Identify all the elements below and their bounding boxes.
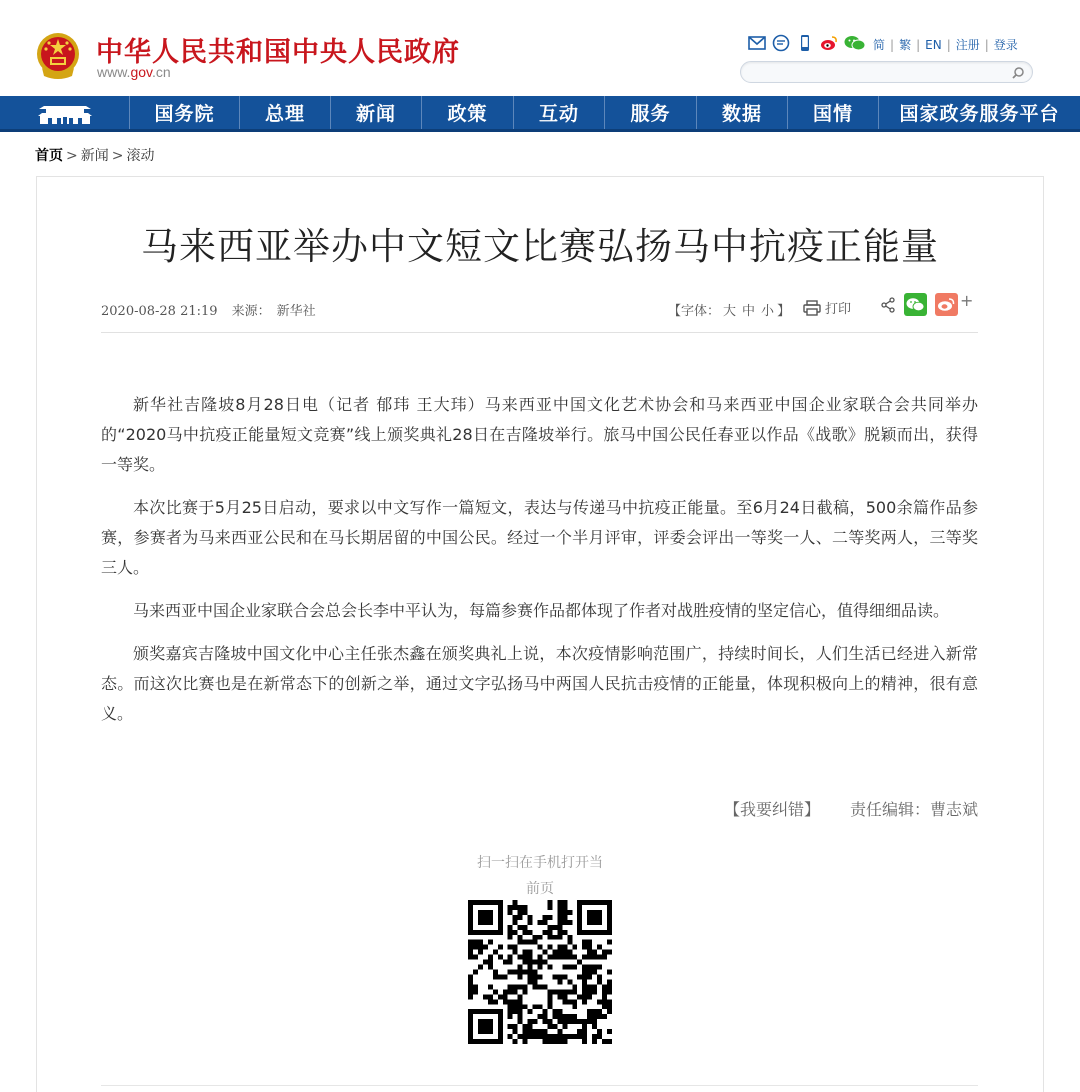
weibo-icon[interactable] [820,34,838,52]
site-title[interactable]: 中华人民共和国中央人民政府 [96,37,460,68]
top-icon-bar [748,34,866,52]
editor-name: 曹志斌 [929,800,978,819]
source-label: 来源： [231,304,271,319]
national-emblem-icon[interactable] [34,30,82,82]
share-more-button[interactable]: + [960,291,974,310]
share-bar [880,293,973,316]
font-label-close: 】 [777,304,791,319]
report-error-link[interactable]: 【我要纠错】 [723,800,820,819]
nav-item-national-profile[interactable]: 国情 [788,96,879,129]
weibo-icon [937,297,956,312]
article-paragraph: 颁奖嘉宾吉隆坡中国文化中心主任张杰鑫在颁奖典礼上说，本次疫情影响范围广，持续时间长，人们生活已经进入新常态。而这次比赛也是在新常态下的创新之举，通过文字弘扬马中两国人民抗击疫情的正能量，体现积极向上的精神，很有意义。 [101,644,978,723]
site-url-prefix: www. [97,64,131,80]
nav-item-data[interactable]: 数据 [697,96,788,129]
breadcrumb-separator: > [66,148,78,164]
article-body [101,390,978,742]
search-box [740,61,1033,83]
article-paragraph: 马来西亚中国企业家联合会总会长李中平认为，每篇参赛作品都体现了作者对战胜疫情的坚定信心，值得细细品读。 [133,601,950,620]
editor-label: 责任编辑： [849,800,930,819]
print-icon [803,300,821,316]
article-meta [101,300,316,319]
site-header [0,0,1080,96]
lang-english-link[interactable]: EN [925,38,942,52]
print-button[interactable] [803,298,851,317]
print-label: 打印 [825,302,852,317]
site-url-domain: gov [130,64,152,80]
breadcrumb-news[interactable]: 新闻 [80,148,109,164]
language-and-account-links: 简 | 繁 | EN | 注册 | 登录 [873,38,1018,52]
site-url[interactable] [97,64,171,80]
qr-code [468,900,612,1044]
lang-simplified-link[interactable]: 简 [873,38,886,52]
mail-icon[interactable] [748,34,766,52]
publish-date: 2020-08-28 21:19 [101,304,218,319]
nav-item-policy[interactable]: 政策 [422,96,514,129]
mobile-icon[interactable] [796,34,814,52]
article-paragraph: 本次比赛于5月25日启动，要求以中文写作一篇短文，表达与传递马中抗疫正能量。至6月24日截稿，500余篇作品参赛，参赛者为马来西亚公民和在马长期居留的中国公民。经过一个半月评审，评委会评出一等奖一人、二等奖两人，三等奖三人。 [101,498,978,577]
breadcrumb-separator: > [111,148,124,164]
nav-item-services[interactable]: 服务 [605,96,697,129]
meta-divider [101,332,978,333]
font-medium-option[interactable]: 中 [742,304,756,319]
font-large-option[interactable]: 大 [723,304,737,319]
search-input[interactable] [751,64,1001,80]
share-wechat-button[interactable] [904,293,927,316]
chat-bubble-icon[interactable] [772,34,790,52]
login-link[interactable]: 登录 [993,38,1018,52]
nav-item-premier[interactable]: 总理 [240,96,331,129]
qr-caption-line: 扫一扫在手机打开当 [477,855,603,871]
breadcrumb [35,145,154,165]
qr-caption [470,850,610,902]
nav-item-news[interactable]: 新闻 [331,96,422,129]
breadcrumb-home[interactable]: 首页 [35,148,63,164]
lang-traditional-link[interactable]: 繁 [899,38,912,52]
footer-divider [101,1085,978,1086]
share-weibo-button[interactable] [935,293,958,316]
site-url-suffix: .cn [152,64,171,80]
qr-caption-line: 前页 [526,881,554,897]
wechat-icon[interactable] [844,34,866,52]
register-link[interactable]: 注册 [955,38,980,52]
font-size-switch [668,300,790,319]
nav-item-service-platform[interactable]: 国家政务服务平台 [899,103,1060,125]
source-name: 新华社 [276,304,316,319]
tiananmen-icon [36,100,94,126]
font-small-option[interactable]: 小 [761,304,775,319]
font-label-open: 【字体： [668,304,721,319]
nav-item-state-council[interactable]: 国务院 [130,96,240,129]
article-paragraph: 新华社吉隆坡8月28日电（记者 郁玮 王大玮）马来西亚中国文化艺术协会和马来西亚中国企业家联合会共同举办的“2020马中抗疫正能量短文竞赛”线上颁奖典礼28日在吉隆坡举行。旅马中国公民任春亚以作品《战歌》脱颖而出，获得一等奖。 [101,395,978,474]
search-icon[interactable] [1010,65,1026,81]
article-title: 马来西亚举办中文短文比赛弘扬马中抗疫正能量 [141,225,939,268]
nav-item-interaction[interactable]: 互动 [514,96,605,129]
nav-home[interactable] [0,96,130,129]
editor-line [724,797,978,820]
share-icon[interactable] [880,297,896,313]
main-nav [0,96,1080,132]
breadcrumb-rolling[interactable]: 滚动 [126,148,155,164]
wechat-icon [906,297,925,312]
